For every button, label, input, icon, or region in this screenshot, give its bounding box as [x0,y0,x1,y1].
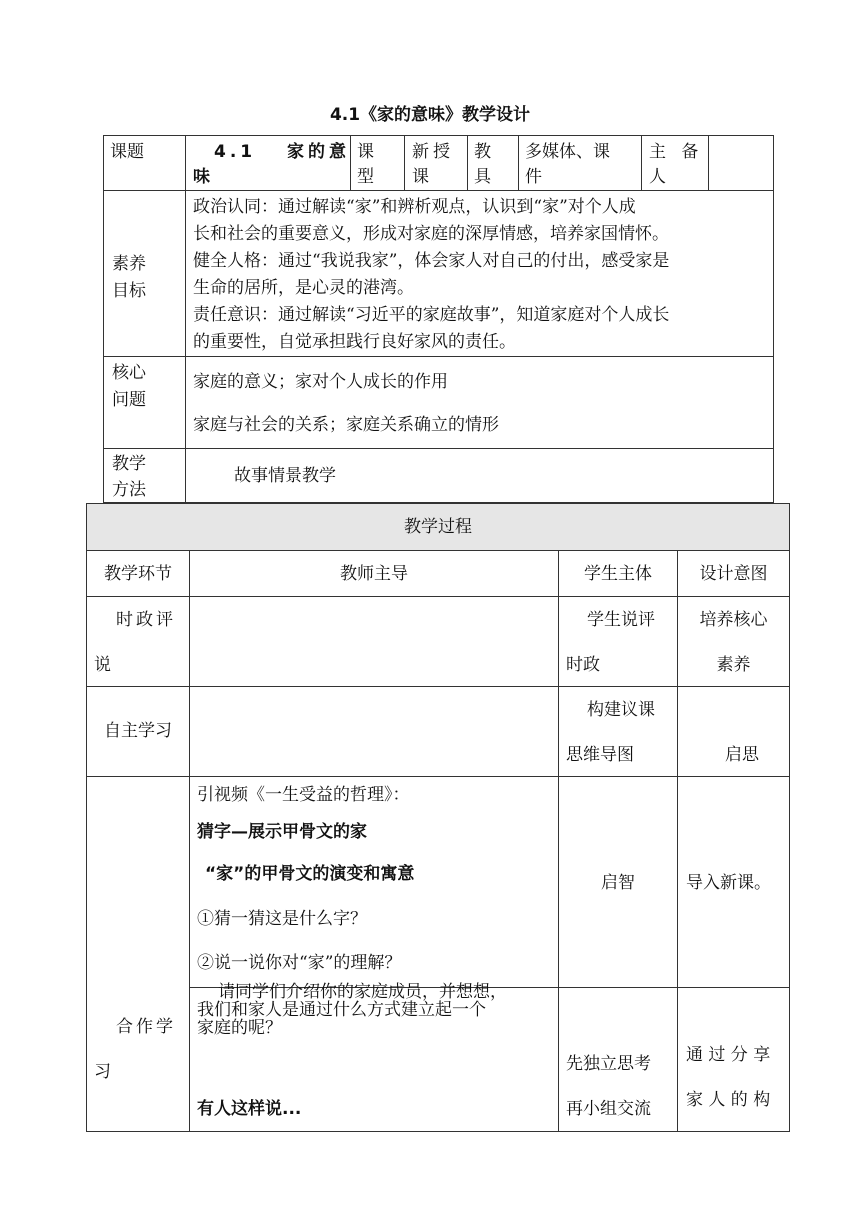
student-bottom-line2: 再小组交流 [566,1099,651,1119]
teacher-q1: ①猜一猜这是什么字？ [197,909,367,929]
goal-line: 生命的居所，是心灵的港湾。 [193,278,414,298]
type-label-1: 课 [357,142,374,162]
method-label-line2: 方法 [112,480,146,500]
method-label-line1: 教学 [112,454,146,474]
teacher-invite-line3: 家庭的呢？ [197,1018,282,1038]
teacher-invite-line2: 我们和家人是通过什么方式建立起一个 [197,1000,486,1020]
intent-top: 导入新课。 [686,873,771,893]
stage-text: 自主学习 [104,721,172,741]
tools-value-line1: 多媒体、课 [525,142,610,162]
student-top: 启智 [601,873,635,893]
student-bottom-line1: 先独立思考 [566,1054,651,1074]
goal-line: 的重要性，自觉承担践行良好家风的责任。 [193,332,516,352]
col-header-teacher: 教师主导 [340,564,408,584]
teacher-guess: 猜字—展示甲骨文的家 [197,822,367,842]
stage-line1: 时政评 [116,610,176,630]
goal-line: 政治认同：通过解读“家”和辨析观点，认识到“家”对个人成 [193,197,636,217]
teacher-cell [189,686,559,777]
stage-line2: 说 [94,655,111,675]
core-label-line1: 核心 [112,363,146,383]
prep-label-line1: 主 备 [649,142,704,162]
goal-line: 责任意识：通过解读“习近平的家庭故事”，知道家庭对个人成长 [193,305,670,325]
document-title: 4.1《家的意味》教学设计 [329,105,531,125]
tools-label-1: 教 [474,142,491,162]
student-line1: 学生说评 [587,610,655,630]
type-value-2: 课 [412,167,429,187]
student-line2: 时政 [566,655,600,675]
col-header-stage: 教学环节 [104,564,172,584]
core-label-line2: 问题 [112,390,146,410]
type-value-1: 新授 [412,142,454,162]
process-title: 教学过程 [404,517,472,537]
teacher-cell [189,596,559,687]
type-label-2: 型 [357,167,374,187]
prep-label-line2: 人 [649,167,666,187]
course-value-line2: 味 [193,167,210,187]
course-label: 课题 [110,142,144,162]
student-line1: 构建议课 [587,700,655,720]
tools-value-line2: 件 [525,167,542,187]
method-value: 故事情景教学 [234,466,336,486]
teacher-evolution: “家”的甲骨文的演变和寓意 [205,864,415,884]
goal-line: 长和社会的重要意义，形成对家庭的深厚情感，培养家国情怀。 [193,224,669,244]
col-header-student: 学生主体 [584,564,652,584]
core-line1: 家庭的意义；家对个人成长的作用 [193,372,448,392]
course-value-line1: 4.1 家的意 [214,142,351,162]
coop-stage-line1: 合作学 [116,1017,176,1037]
tools-label-2: 具 [474,167,491,187]
student-line2: 思维导图 [566,745,634,765]
intent-line1: 培养核心 [699,610,768,630]
prep-value-cell [708,135,774,191]
teacher-q2: ②说一说你对“家”的理解？ [197,953,402,973]
core-line2: 家庭与社会的关系；家庭关系确立的情形 [193,415,499,435]
teacher-saying: 有人这样说... [197,1099,302,1119]
coop-stage-line2: 习 [94,1062,111,1082]
goals-label-line1: 素养 [112,254,146,274]
intent-text: 启思 [725,745,759,765]
teacher-video: 引视频《一生受益的哲理》： [197,785,410,805]
intent-bottom-line1: 通 过 分 享 [686,1045,771,1065]
goals-label-line2: 目标 [112,281,146,301]
intent-line2: 素养 [716,655,751,675]
col-header-intent: 设计意图 [699,564,768,584]
teacher-invite-line1: 请同学们介绍你的家庭成员，并想想， [218,982,507,1002]
goal-line: 健全人格：通过“我说我家”，体会家人对自己的付出，感受家是 [193,251,670,271]
intent-bottom-line2: 家 人 的 构 [686,1090,771,1110]
